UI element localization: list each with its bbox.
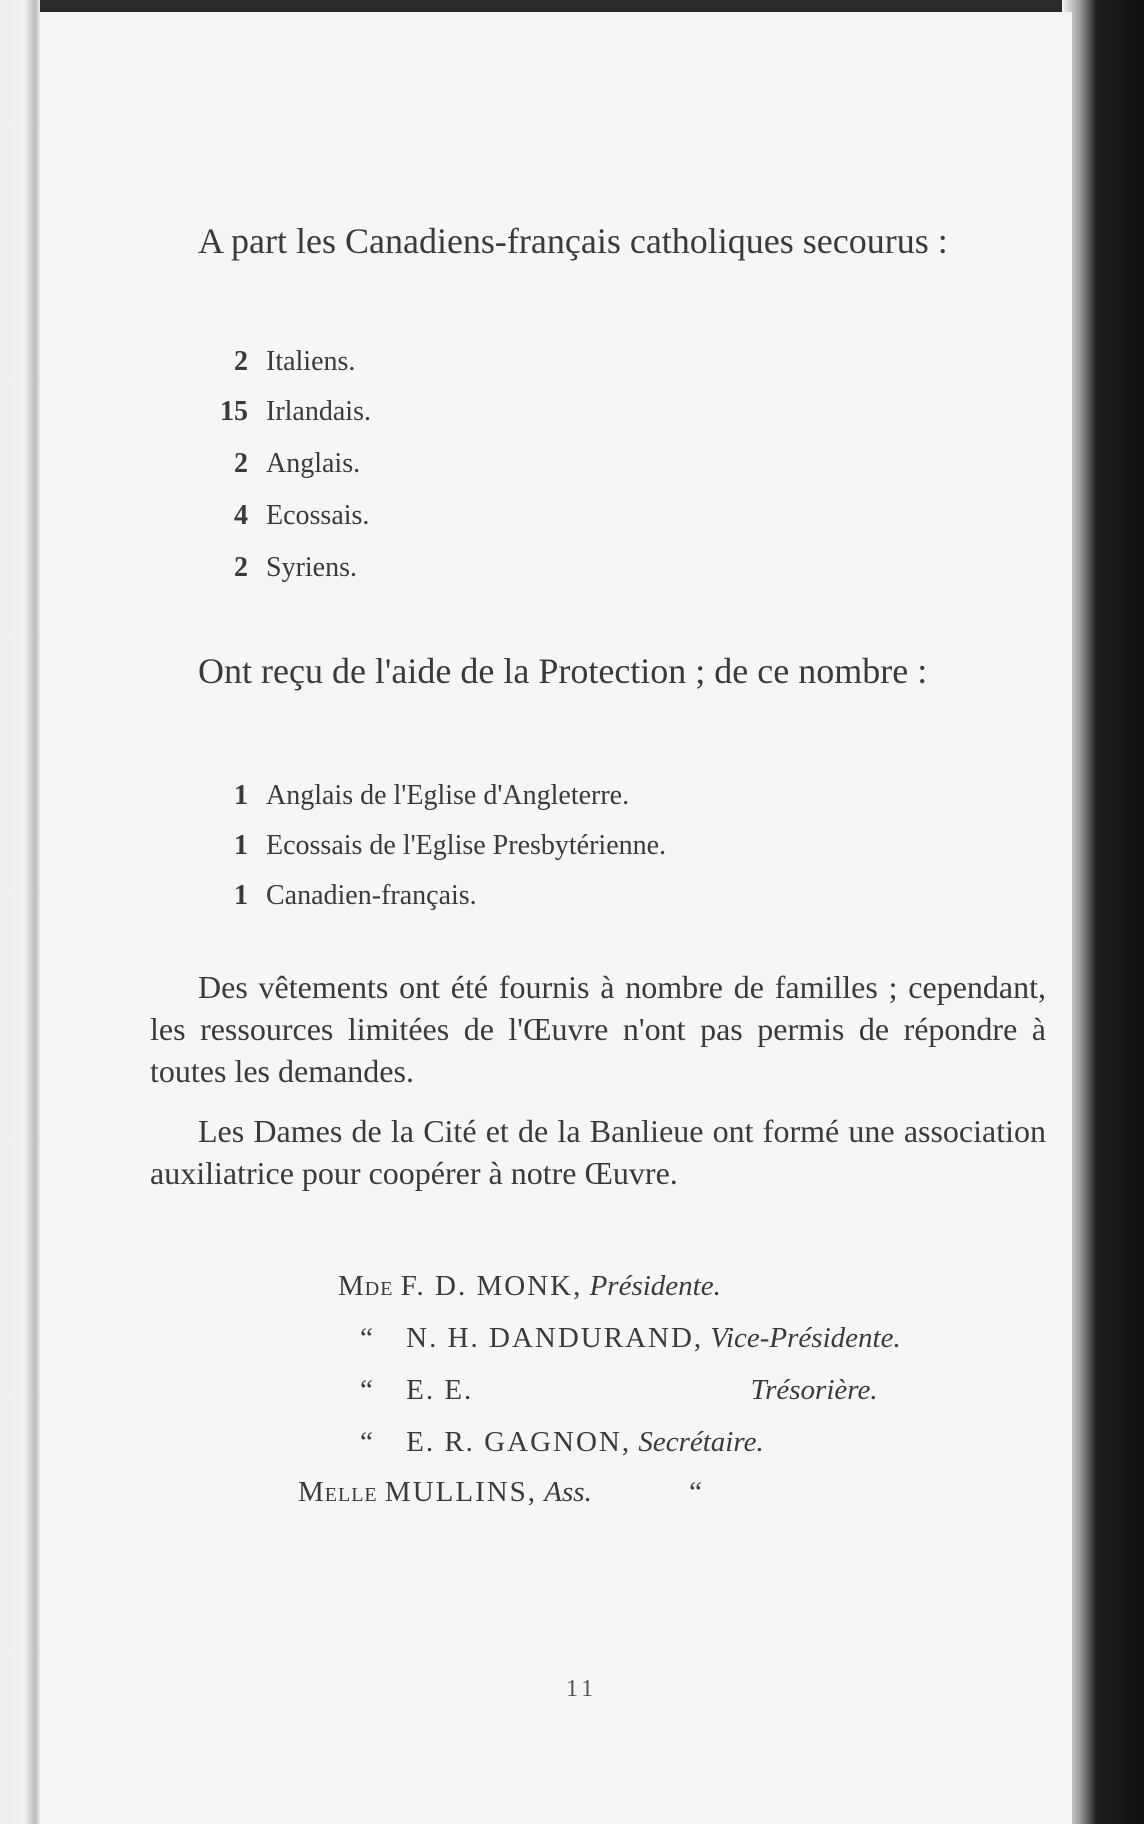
committee-assistant bbox=[298, 1476, 702, 1509]
list-count: 4 bbox=[234, 500, 248, 531]
list-label: Ecossais. bbox=[266, 500, 370, 531]
committee-role: Trésorière. bbox=[750, 1374, 878, 1406]
scan-edge-top bbox=[0, 0, 1144, 12]
list-label: Anglais de l'Eglise d'Angleterre. bbox=[266, 780, 630, 811]
committee-name: MULLINS, bbox=[384, 1476, 538, 1508]
ditto-mark: “ bbox=[360, 1426, 373, 1458]
dames-paragraph: Les Dames de la Cité et de la Banlieue ont formé une association auxiliatrice pour coopérer à notre Œuvre. bbox=[150, 1113, 1046, 1191]
list-item bbox=[190, 552, 357, 584]
list-item bbox=[190, 780, 629, 812]
committee-name: E. E. bbox=[406, 1374, 474, 1406]
list-item bbox=[190, 500, 369, 532]
intro-paragraph: A part les Canadiens-français catholiques secourus : bbox=[198, 221, 948, 261]
list-item bbox=[190, 830, 666, 862]
ditto-mark: “ bbox=[360, 1374, 373, 1406]
list-label: Ecossais de l'Eglise Presbytérienne. bbox=[266, 830, 667, 861]
committee-role: Secrétaire. bbox=[638, 1426, 764, 1458]
committee-treasurer bbox=[360, 1374, 878, 1407]
committee-vice-president bbox=[360, 1322, 901, 1355]
list-count: 2 bbox=[234, 552, 248, 583]
list-count: 1 bbox=[234, 780, 248, 811]
scan-edge-right bbox=[1062, 0, 1144, 1824]
list-label: Anglais. bbox=[266, 448, 361, 479]
list-item bbox=[190, 346, 355, 378]
list-count: 15 bbox=[220, 396, 248, 427]
list-count: 1 bbox=[234, 880, 248, 911]
committee-prefix: Melle bbox=[298, 1476, 378, 1508]
protection-paragraph: Ont reçu de l'aide de la Protection ; de ce nombre : bbox=[198, 651, 928, 691]
clothing-paragraph: Des vêtements ont été fournis à nombre de familles ; cependant, les ressources limitées de l'Œuvre n'ont pas permis de répondre à toutes les demandes. bbox=[150, 969, 1046, 1089]
page-gutter bbox=[0, 0, 40, 1824]
list-count: 2 bbox=[234, 448, 248, 479]
list-label: Italiens. bbox=[266, 346, 356, 377]
committee-name: E. R. GAGNON, bbox=[406, 1426, 632, 1458]
list-label: Irlandais. bbox=[266, 396, 371, 427]
committee-name: N. H. DANDURAND, bbox=[406, 1322, 704, 1354]
committee-prefix: Mde bbox=[338, 1270, 394, 1302]
committee-role: Ass. bbox=[544, 1476, 592, 1508]
page-number: 11 bbox=[566, 1676, 598, 1702]
list-label: Canadien-français. bbox=[266, 880, 477, 911]
committee-role: Vice-Présidente. bbox=[710, 1322, 901, 1354]
list-item bbox=[190, 448, 360, 480]
committee-secretary bbox=[360, 1426, 764, 1459]
committee-name: F. D. MONK, bbox=[400, 1270, 583, 1302]
ditto-mark: “ bbox=[689, 1476, 702, 1508]
list-item bbox=[190, 880, 477, 912]
committee-role: Présidente. bbox=[589, 1270, 721, 1302]
list-item bbox=[190, 396, 371, 428]
list-label: Syriens. bbox=[266, 552, 357, 583]
list-count: 2 bbox=[234, 346, 248, 377]
list-count: 1 bbox=[234, 830, 248, 861]
committee-president bbox=[338, 1270, 721, 1303]
ditto-mark: “ bbox=[360, 1322, 373, 1354]
